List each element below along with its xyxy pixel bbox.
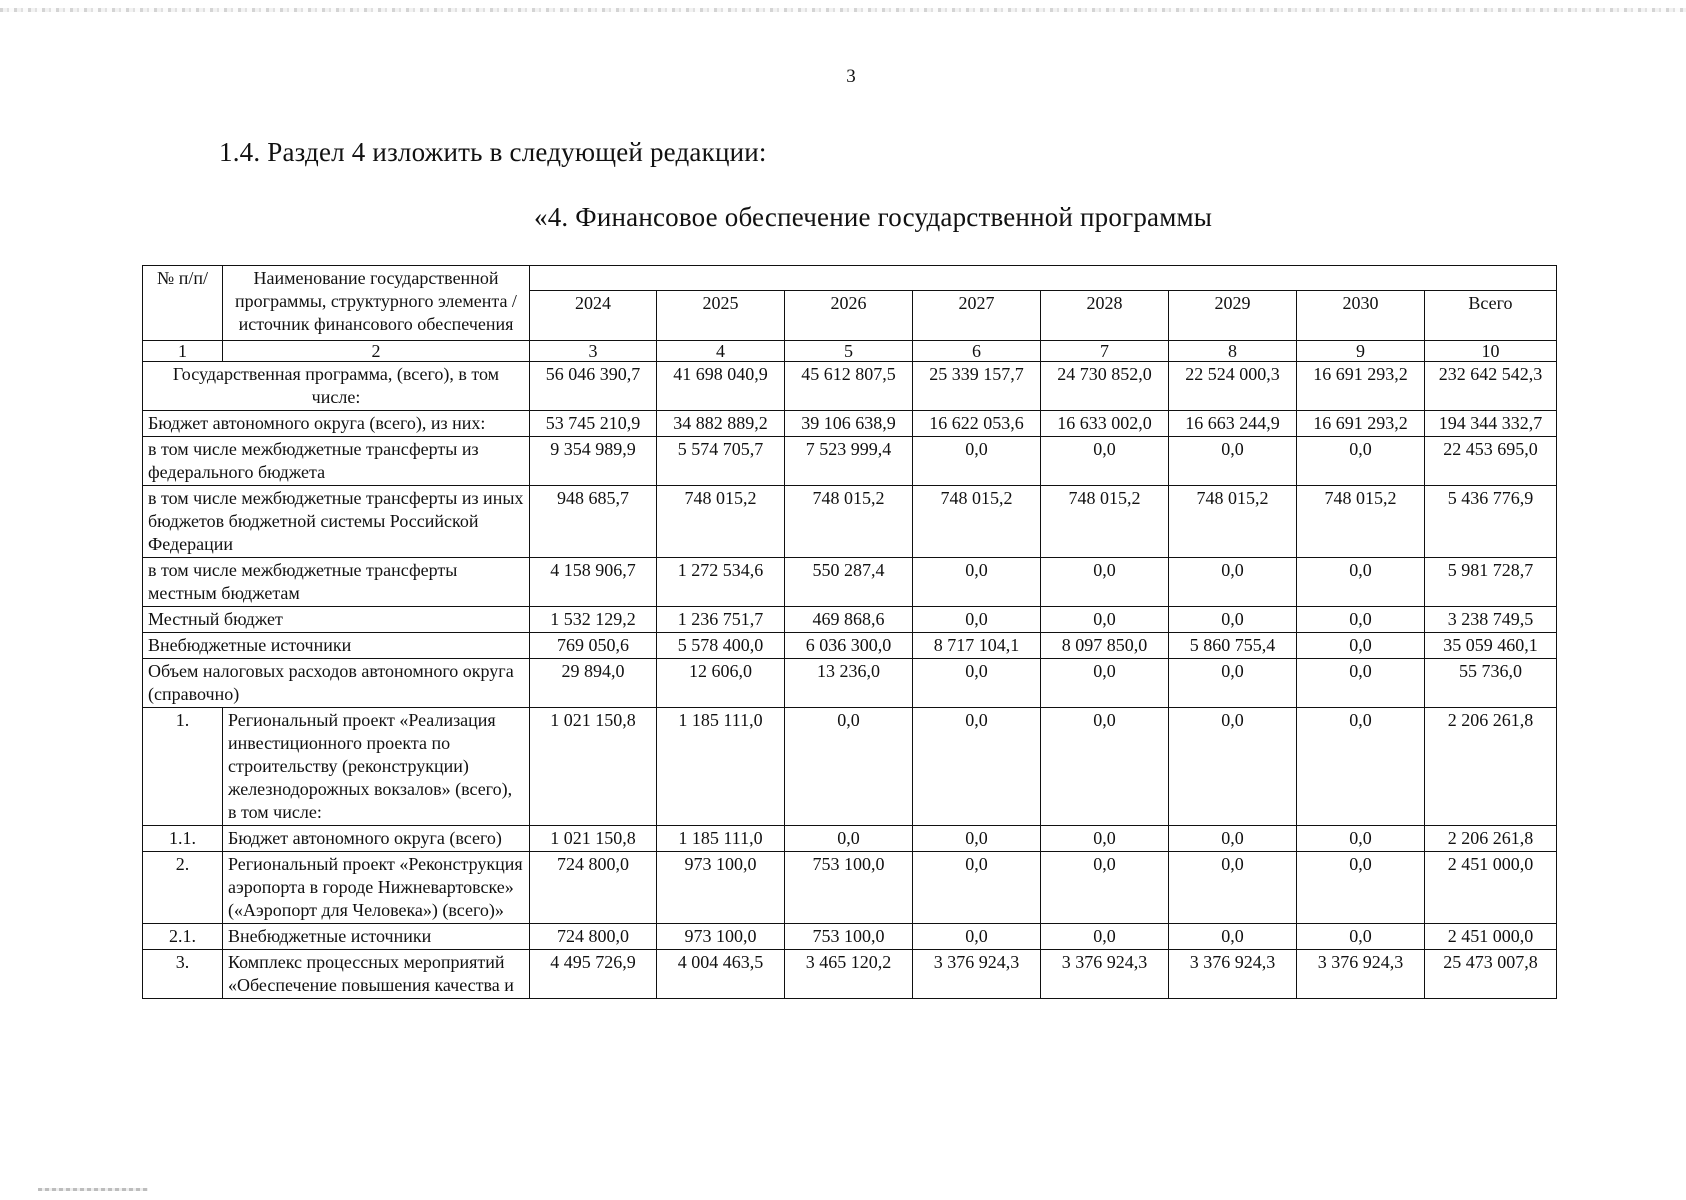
row-value: 16 622 053,6 [913,411,1041,437]
row-value: 0,0 [1041,437,1169,486]
header-year: 2028 [1041,291,1169,341]
row-name: Комплекс процессных мероприятий «Обеспечение повышения качества и [223,950,530,999]
row-name: Региональный проект «Реконструкция аэропорта в городе Нижневартовске» («Аэропорт для Человека») (всего)» [223,852,530,924]
page-number: 3 [846,66,856,87]
row-value: 0,0 [1041,659,1169,708]
row-value: 12 606,0 [657,659,785,708]
row-name: в том числе межбюджетные трансферты местным бюджетам [143,558,530,607]
row-value: 0,0 [1041,852,1169,924]
header-year: 2026 [785,291,913,341]
header-year: 2030 [1297,291,1425,341]
row-value: 8 097 850,0 [1041,633,1169,659]
column-number: 8 [1169,341,1297,362]
row-value: 0,0 [1041,826,1169,852]
row-value: 550 287,4 [785,558,913,607]
column-number: 6 [913,341,1041,362]
row-value: 4 004 463,5 [657,950,785,999]
row-total: 2 206 261,8 [1425,826,1557,852]
financing-table [142,265,1557,999]
row-value: 29 894,0 [530,659,657,708]
row-value: 13 236,0 [785,659,913,708]
row-value: 724 800,0 [530,852,657,924]
section-heading: 1.4. Раздел 4 изложить в следующей редакции: [219,137,767,167]
row-num: 1.1. [143,826,223,852]
table-row-summary [143,607,1557,633]
table-row-item [143,826,1557,852]
row-name: Местный бюджет [143,607,530,633]
row-value: 0,0 [913,659,1041,708]
row-value: 748 015,2 [1041,486,1169,558]
row-value: 1 021 150,8 [530,708,657,826]
row-num: 2.1. [143,924,223,950]
row-value: 0,0 [1297,659,1425,708]
row-value: 0,0 [1169,607,1297,633]
row-value: 1 236 751,7 [657,607,785,633]
row-value: 0,0 [1169,437,1297,486]
row-value: 3 376 924,3 [913,950,1041,999]
row-value: 0,0 [1297,826,1425,852]
row-value: 748 015,2 [913,486,1041,558]
header-year: 2029 [1169,291,1297,341]
row-value: 0,0 [1041,558,1169,607]
row-value: 9 354 989,9 [530,437,657,486]
row-value: 0,0 [1297,852,1425,924]
row-value: 0,0 [1041,924,1169,950]
row-value: 16 691 293,2 [1297,411,1425,437]
row-value: 4 158 906,7 [530,558,657,607]
row-value: 0,0 [1297,708,1425,826]
row-value: 4 495 726,9 [530,950,657,999]
row-name: Бюджет автономного округа (всего) [223,826,530,852]
table-row-item [143,852,1557,924]
row-value: 0,0 [1169,852,1297,924]
row-value: 0,0 [1041,708,1169,826]
column-number-row [143,341,1557,362]
row-total: 194 344 332,7 [1425,411,1557,437]
row-num: 2. [143,852,223,924]
row-value: 5 578 400,0 [657,633,785,659]
row-total: 2 451 000,0 [1425,924,1557,950]
row-value: 748 015,2 [657,486,785,558]
row-value: 0,0 [913,558,1041,607]
row-value: 748 015,2 [785,486,913,558]
row-value: 16 691 293,2 [1297,362,1425,411]
row-value: 7 523 999,4 [785,437,913,486]
header-name: Наименование государственной программы, структурного элемента / источник финансового обеспечения [223,266,530,341]
row-value: 5 574 705,7 [657,437,785,486]
row-name: в том числе межбюджетные трансферты из федерального бюджета [143,437,530,486]
row-value: 0,0 [913,826,1041,852]
header-years-group [530,266,1557,291]
row-value: 0,0 [1169,708,1297,826]
row-value: 748 015,2 [1169,486,1297,558]
row-value: 973 100,0 [657,852,785,924]
row-total: 2 206 261,8 [1425,708,1557,826]
table-row-summary [143,411,1557,437]
row-value: 0,0 [913,437,1041,486]
header-year: 2025 [657,291,785,341]
table-row-item [143,950,1557,999]
row-name: в том числе межбюджетные трансферты из иных бюджетов бюджетной системы Российской Федерации [143,486,530,558]
table-row-summary [143,558,1557,607]
row-value: 0,0 [913,607,1041,633]
column-number: 5 [785,341,913,362]
row-value: 1 021 150,8 [530,826,657,852]
row-value: 3 376 924,3 [1041,950,1169,999]
row-value: 25 339 157,7 [913,362,1041,411]
table-row-item [143,708,1557,826]
column-number: 7 [1041,341,1169,362]
table-row-summary [143,362,1557,411]
row-name: Объем налоговых расходов автономного округа (справочно) [143,659,530,708]
row-name: Государственная программа, (всего), в том числе: [143,362,530,411]
table-row-summary [143,659,1557,708]
row-value: 45 612 807,5 [785,362,913,411]
row-value: 0,0 [1041,607,1169,633]
row-value: 469 868,6 [785,607,913,633]
row-value: 6 036 300,0 [785,633,913,659]
header-year: 2024 [530,291,657,341]
row-value: 0,0 [1297,924,1425,950]
table-row-summary [143,486,1557,558]
row-total: 22 453 695,0 [1425,437,1557,486]
row-value: 39 106 638,9 [785,411,913,437]
row-value: 0,0 [785,826,913,852]
scan-artifact-top [0,8,1686,12]
row-value: 3 465 120,2 [785,950,913,999]
row-num: 3. [143,950,223,999]
column-number: 3 [530,341,657,362]
row-value: 24 730 852,0 [1041,362,1169,411]
row-value: 973 100,0 [657,924,785,950]
row-total: 25 473 007,8 [1425,950,1557,999]
row-total: 55 736,0 [1425,659,1557,708]
table-row-summary [143,437,1557,486]
row-value: 753 100,0 [785,924,913,950]
row-name: Бюджет автономного округа (всего), из них: [143,411,530,437]
row-value: 3 376 924,3 [1297,950,1425,999]
row-value: 0,0 [1169,558,1297,607]
column-number: 10 [1425,341,1557,362]
row-value: 0,0 [1169,924,1297,950]
row-value: 16 663 244,9 [1169,411,1297,437]
row-value: 22 524 000,3 [1169,362,1297,411]
header-total: Всего [1425,291,1557,341]
row-value: 1 185 111,0 [657,708,785,826]
row-value: 0,0 [1297,558,1425,607]
row-total: 5 436 776,9 [1425,486,1557,558]
row-value: 56 046 390,7 [530,362,657,411]
row-name: Внебюджетные источники [223,924,530,950]
row-value: 0,0 [1169,659,1297,708]
column-number: 9 [1297,341,1425,362]
row-name: Региональный проект «Реализация инвестиционного проекта по строительству (реконструкции) железнодорожных вокзалов» (всего), в том числе: [223,708,530,826]
header-row-top [143,266,1557,291]
row-value: 0,0 [1169,826,1297,852]
row-value: 0,0 [913,852,1041,924]
row-value: 753 100,0 [785,852,913,924]
row-value: 0,0 [1297,607,1425,633]
table-title: «4. Финансовое обеспечение государственной программы [534,202,1213,232]
row-total: 232 642 542,3 [1425,362,1557,411]
row-total: 2 451 000,0 [1425,852,1557,924]
row-value: 0,0 [1297,437,1425,486]
column-number: 1 [143,341,223,362]
row-value: 0,0 [913,924,1041,950]
table-row-summary [143,633,1557,659]
row-value: 41 698 040,9 [657,362,785,411]
header-year: 2027 [913,291,1041,341]
row-value: 0,0 [785,708,913,826]
row-value: 53 745 210,9 [530,411,657,437]
row-value: 34 882 889,2 [657,411,785,437]
row-value: 1 532 129,2 [530,607,657,633]
scan-artifact-bottom [38,1188,148,1191]
header-num: № п/п/ [143,266,223,341]
column-number: 2 [223,341,530,362]
row-value: 724 800,0 [530,924,657,950]
row-value: 16 633 002,0 [1041,411,1169,437]
table-row-item [143,924,1557,950]
row-value: 769 050,6 [530,633,657,659]
column-number: 4 [657,341,785,362]
row-total: 5 981 728,7 [1425,558,1557,607]
row-value: 1 185 111,0 [657,826,785,852]
row-value: 3 376 924,3 [1169,950,1297,999]
row-total: 3 238 749,5 [1425,607,1557,633]
row-total: 35 059 460,1 [1425,633,1557,659]
row-value: 5 860 755,4 [1169,633,1297,659]
row-value: 0,0 [913,708,1041,826]
row-value: 1 272 534,6 [657,558,785,607]
row-value: 948 685,7 [530,486,657,558]
row-value: 748 015,2 [1297,486,1425,558]
row-name: Внебюджетные источники [143,633,530,659]
row-value: 8 717 104,1 [913,633,1041,659]
row-value: 0,0 [1297,633,1425,659]
row-num: 1. [143,708,223,826]
